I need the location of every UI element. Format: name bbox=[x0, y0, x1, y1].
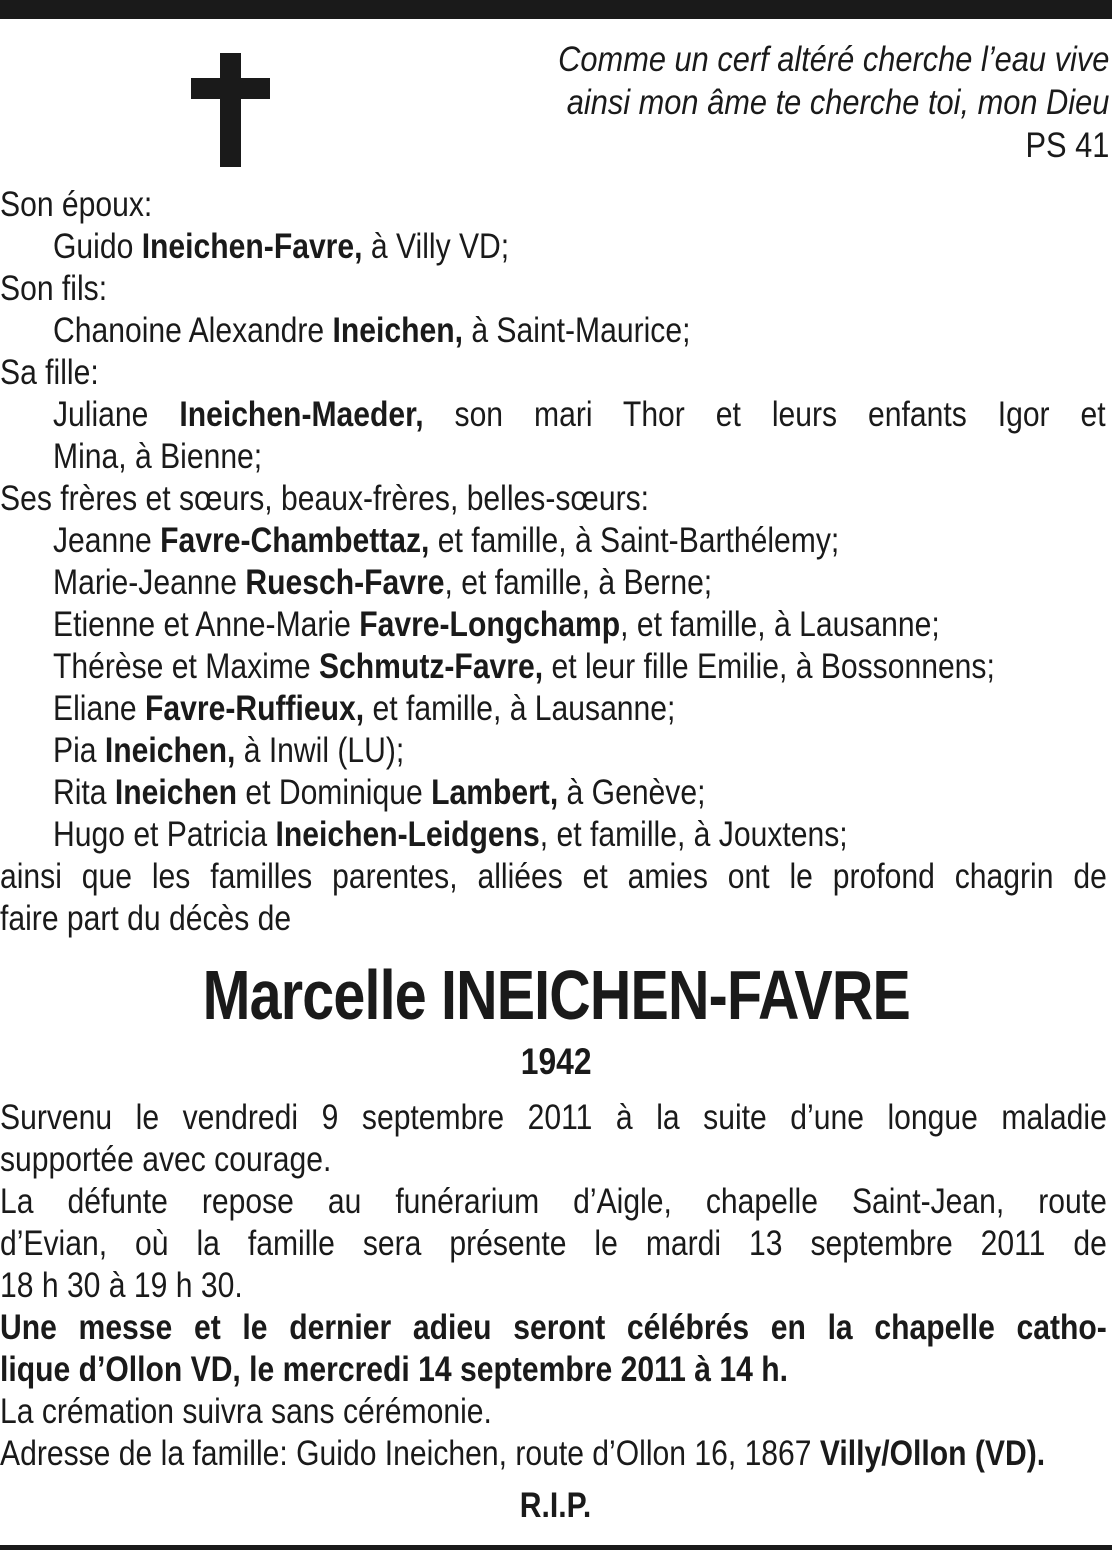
son-entry: Chanoine Alexandre Ineichen, à Saint-Maurice; bbox=[53, 311, 691, 350]
rip-closing: R.I.P. bbox=[520, 1486, 592, 1525]
spouse-heading: Son époux: bbox=[0, 185, 153, 224]
verse-line-2: ainsi mon âme te cherche toi, mon Dieu bbox=[566, 83, 1109, 122]
sibling-entry: Rita Ineichen et Dominique Lambert, à Genève; bbox=[53, 773, 706, 812]
mass-announcement-line: lique d’Ollon VD, le mercredi 14 septembre 2011 à 14 h. bbox=[0, 1350, 788, 1389]
bottom-rule bbox=[0, 1545, 1112, 1550]
birth-year: 1942 bbox=[520, 1041, 592, 1082]
closing-line-2: faire part du décès de bbox=[0, 899, 292, 938]
daughter-entry: Juliane Ineichen-Maeder, son mari Thor et leurs enfants Igor et bbox=[53, 395, 1106, 434]
verse-line-1: Comme un cerf altéré cherche l’eau vive bbox=[557, 40, 1109, 79]
siblings-heading: Ses frères et sœurs, beaux-frères, belles-sœurs: bbox=[0, 479, 650, 518]
family-address: Adresse de la famille: Guido Ineichen, route d’Ollon 16, 1867 Villy/Ollon (VD). bbox=[0, 1434, 1046, 1473]
sibling-entry: Etienne et Anne-Marie Favre-Longchamp, et famille, à Lausanne; bbox=[53, 605, 940, 644]
sibling-entry: Thérèse et Maxime Schmutz-Favre, et leur fille Emilie, à Bossonnens; bbox=[53, 647, 995, 686]
top-rule bbox=[0, 0, 1112, 19]
daughter-entry-cont: Mina, à Bienne; bbox=[53, 437, 263, 476]
mass-announcement-line: Une messe et le dernier adieu seront célébrés en la chapelle catho- bbox=[0, 1308, 1107, 1347]
sibling-entry: Pia Ineichen, à Inwil (LU); bbox=[53, 731, 405, 770]
sibling-entry: Jeanne Favre-Chambettaz, et famille, à Saint-Barthélemy; bbox=[53, 521, 840, 560]
cross-icon bbox=[191, 53, 270, 167]
details-line: 18 h 30 à 19 h 30. bbox=[0, 1266, 243, 1305]
psalm-verse bbox=[558, 38, 1109, 167]
cremation-note: La crémation suivra sans cérémonie. bbox=[0, 1392, 492, 1431]
son-heading: Son fils: bbox=[0, 269, 108, 308]
closing-line-1: ainsi que les familles parentes, alliées et amies ont le profond chagrin de bbox=[0, 857, 1107, 896]
sibling-entry: Eliane Favre-Ruffieux, et famille, à Lausanne; bbox=[53, 689, 676, 728]
spouse-entry: Guido Ineichen-Favre, à Villy VD; bbox=[53, 227, 510, 266]
details-line: supportée avec courage. bbox=[0, 1140, 332, 1179]
daughter-heading: Sa fille: bbox=[0, 353, 99, 392]
deceased-name: Marcelle INEICHEN-FAVRE bbox=[202, 956, 910, 1034]
details-line: La défunte repose au funérarium d’Aigle, chapelle Saint-Jean, route bbox=[0, 1182, 1107, 1221]
details-line: Survenu le vendredi 9 septembre 2011 à la suite d’une longue maladie bbox=[0, 1098, 1107, 1137]
verse-reference: PS 41 bbox=[1025, 126, 1109, 165]
sibling-entry: Marie-Jeanne Ruesch-Favre, et famille, à Berne; bbox=[53, 563, 713, 602]
details-line: d’Evian, où la famille sera présente le mardi 13 septembre 2011 de bbox=[0, 1224, 1107, 1263]
sibling-entry: Hugo et Patricia Ineichen-Leidgens, et famille, à Jouxtens; bbox=[53, 815, 848, 854]
